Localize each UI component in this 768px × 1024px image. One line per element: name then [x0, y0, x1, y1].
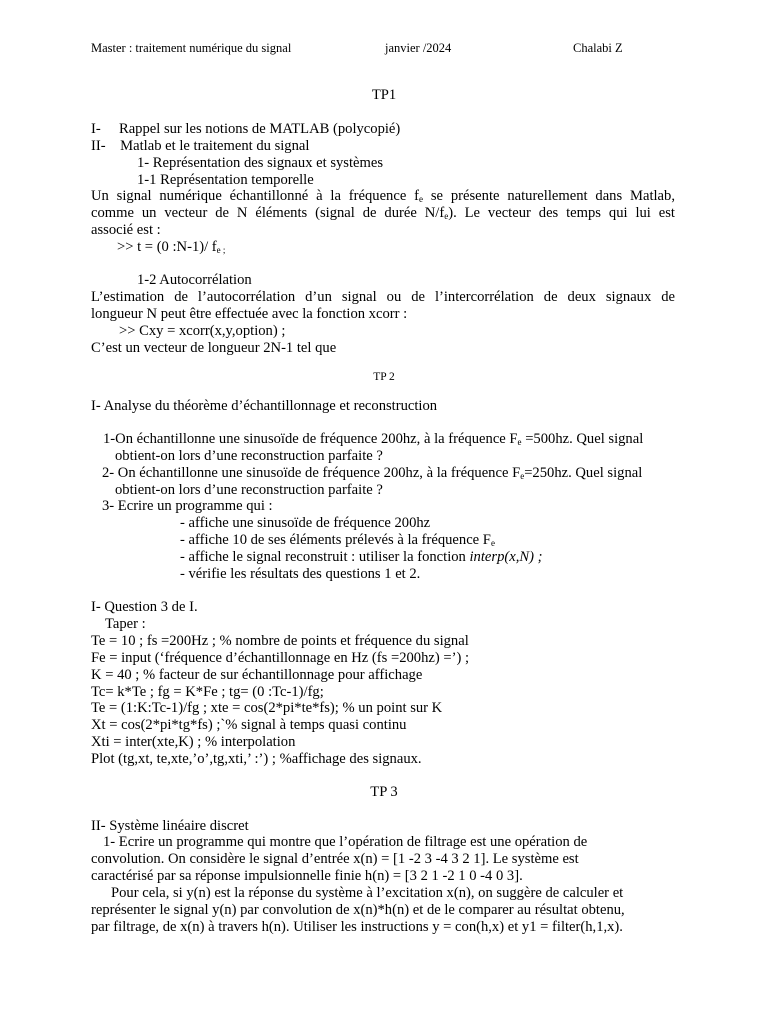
tp2-code-line: Plot (tg,xt, te,xte,’o’,tg,xti,’ :’) ; %affichage des signaux.: [91, 751, 422, 767]
tp3-paragraph-line: convolution. On considère le signal d’entrée x(n) = [1 -2 3 -4 3 2 1]. Le système est: [91, 851, 579, 867]
tp2-question-2: 2- On échantillonne une sinusoïde de fréquence 200hz, à la fréquence $F_e=250hz$. Quel signal: [102, 465, 643, 481]
header-author: Chalabi Z: [573, 41, 623, 55]
tp2-question-3: 3- Ecrire un programme qui :: [102, 498, 273, 514]
tp1-title: TP1: [371, 87, 397, 103]
tp3-paragraph-line: Pour cela, si y(n) est la réponse du système à l’excitation x(n), on suggère de calculer et: [111, 885, 624, 901]
tp2-code-line: Tc= k*Te ; fg = K*Fe ; tg= (0 :Tc-1)/fg;: [91, 684, 324, 700]
tp3-paragraph-line: 1- Ecrire un programme qui montre que l’opération de filtrage est une opération de: [103, 834, 588, 850]
tp2-question-1: 1-On échantillonne une sinusoïde de fréquence 200hz, à la fréquence $F_e =500hz$. Quel signal: [103, 431, 644, 447]
tp2-title: TP 2: [373, 371, 395, 383]
tp1-subsection-1-2: 1-2 Autocorrélation: [137, 272, 252, 288]
tp3-paragraph-line: caractérisé par sa réponse impulsionnelle finie h(n) = [3 2 1 -2 1 0 -4 0 3].: [91, 868, 523, 884]
tp2-code-line: K = 40 ; % facteur de sur échantillonnage pour affichage: [91, 667, 423, 683]
tp2-question-2-cont: obtient-on lors d’une reconstruction parfaite ?: [115, 482, 383, 498]
tp2-code-line: Te = 10 ; fs =200Hz ; % nombre de points et fréquence du signal: [91, 633, 469, 649]
tp2-code-line: Fe = input (‘fréquence d’échantillonnage en Hz (fs =200hz) =’) ;: [91, 650, 470, 666]
tp1-subsection-1-1: 1-1 Représentation temporelle: [137, 172, 314, 188]
tp1-item-1: I- Rappel sur les notions de MATLAB (polycopié): [91, 121, 401, 137]
tp1-paragraph-line: longueur N peut être effectuée avec la fonction xcorr :: [91, 306, 408, 322]
tp1-subsection-1: 1- Représentation des signaux et systèmes: [137, 155, 384, 171]
tp2-bullet: - affiche une sinusoïde de fréquence 200hz: [180, 515, 431, 531]
tp1-code-time-vector: >> t = (0 :N-1)/ $f_{e ;}$: [117, 239, 226, 255]
tp3-title: TP 3: [370, 784, 398, 800]
tp1-code-xcorr: >> Cxy = xcorr(x,y,option) ;: [119, 323, 286, 339]
tp3-paragraph-line: représenter le signal y(n) par convolution de x(n)*h(n) et de le comparer au résultat obtenu,: [91, 902, 625, 918]
tp2-question-3-heading: I- Question 3 de I.: [91, 599, 198, 615]
tp1-item-2: II- Matlab et le traitement du signal: [91, 138, 310, 154]
tp2-heading: I- Analyse du théorème d’échantillonnage et reconstruction: [91, 398, 438, 414]
header-date: janvier /2024: [385, 41, 452, 55]
tp1-paragraph-line: C’est un vecteur de longueur 2N-1 tel que: [91, 340, 337, 356]
tp2-code-line: Xti = inter(xte,K) ; % interpolation: [91, 734, 296, 750]
tp2-taper: Taper :: [105, 616, 146, 632]
tp2-bullet: - affiche 10 de ses éléments prélevés à la fréquence $F_e$: [180, 532, 495, 548]
tp2-question-1-cont: obtient-on lors d’une reconstruction parfaite ?: [115, 448, 383, 464]
tp1-paragraph-line: associé est :: [91, 222, 161, 238]
tp2-bullet: - vérifie les résultats des questions 1 et 2.: [180, 566, 421, 582]
tp2-code-line: Te = (1:K:Tc-1)/fg ; xte = cos(2*pi*te*fs); % un point sur K: [91, 700, 443, 716]
tp3-paragraph-line: par filtrage, de x(n) à travers h(n). Utiliser les instructions y = con(h,x) et y1 = filter(h,1,x).: [91, 919, 623, 935]
tp2-code-line: Xt = cos(2*pi*tg*fs) ;`% signal à temps quasi continu: [91, 717, 407, 733]
tp1-paragraph-line: L’estimation de l’autocorrélation d’un signal ou de l’intercorrélation de deux signaux de: [91, 289, 675, 305]
tp2-bullet: - affiche le signal reconstruit : utiliser la fonction interp(x,N) ;: [180, 549, 543, 565]
tp3-heading: II- Système linéaire discret: [91, 818, 249, 834]
tp1-paragraph-line: comme un vecteur de N éléments (signal de durée $N/f_e$). Le vecteur des temps qui lui est: [91, 205, 675, 221]
header-course: Master : traitement numérique du signal: [91, 41, 292, 55]
tp1-paragraph-line: Un signal numérique échantillonné à la fréquence $f_e$ se présente naturellement dans Matlab,: [91, 188, 675, 204]
